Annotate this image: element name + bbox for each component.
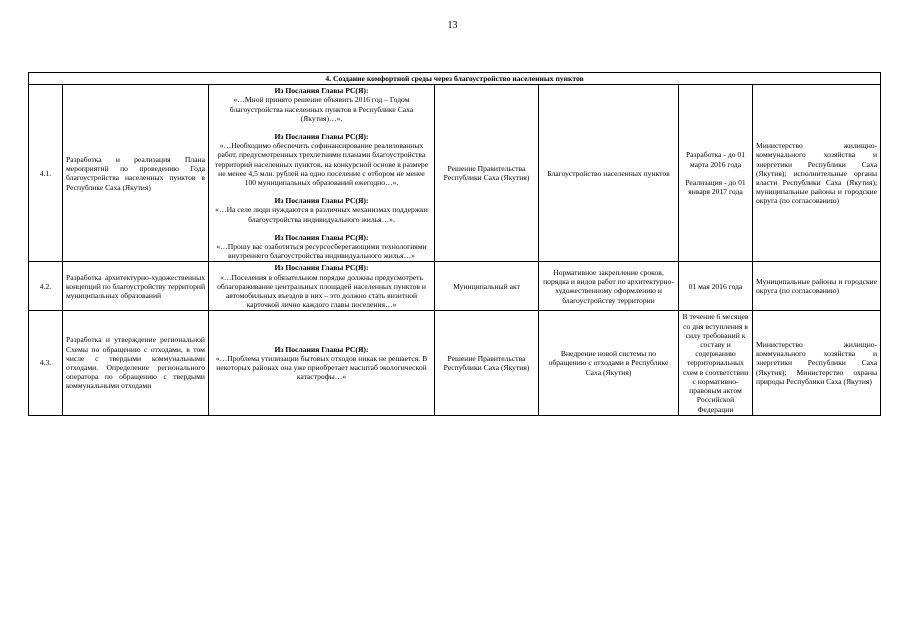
quote-text: «…Мной принято решение объявить 2016 год – Годом благоустройства населенных пунктов в Республике Саха (Якутия)…». [229, 95, 414, 123]
quote-heading: Из Послания Главы РС(Я): [274, 344, 369, 354]
quote-spacer [212, 187, 431, 196]
section-title: 4. Создание комфортной среды через благоустройство населенных пунктов [29, 73, 881, 85]
message-quotes-cell [209, 311, 435, 415]
quote-heading: Из Послания Главы РС(Я): [274, 263, 369, 273]
document-type-cell: Решение Правительства Республики Саха (Якутия) [435, 311, 539, 415]
responsible-cell: Министерство жилищно-коммунального хозяйства и энергетики Республики Саха (Якутия); исполнительные органы власти Республики Саха (Якутия); муниципальные районы и городские округа (по согласованию) [753, 85, 881, 262]
expected-result-cell: Внедрение новой системы по обращению с отходами в Республике Саха (Якутия) [539, 311, 679, 415]
row-number: 4.1. [29, 85, 63, 262]
message-quotes-cell [209, 85, 435, 262]
document-type-cell: Решение Правительства Республики Саха (Якутия) [435, 85, 539, 262]
table-row [29, 85, 881, 262]
row-number: 4.3. [29, 311, 63, 415]
quote-text: «…Необходимо обеспечить софинансирование реализованных работ, предусмотренных трехлетними планами благоустройства территорий населенных пунктов, на конкурсной основе в размере не менее 4,5 млн. рублей на одно поселение с отбором не менее 100 муниципальных образований ежегодно…». [214, 141, 429, 188]
activity-cell: Разработка и утверждение региональной Схемы по обращению с отходами, в том числе с твердыми коммунальными отходами. Определение регионального оператора по обращению с твердыми коммунальными отходами [63, 311, 209, 415]
row-number: 4.2. [29, 262, 63, 311]
quote-heading: Из Послания Главы РС(Я): [274, 86, 369, 96]
activity-cell: Разработка и реализация Плана мероприятий по проведению Года благоустройства населенных пунктов в Республике Саха (Якутия) [63, 85, 209, 262]
quote-text: «…Прошу вас озаботиться ресурсосберегающими технологиями внутреннего благоустройства индивидуального жилья…» [216, 242, 427, 261]
quote-text: «…Проблема утилизации бытовых отходов никак не решается. В некоторых районах она уже приобретает масштаб экологической катастрофы…» [215, 353, 428, 382]
expected-result-cell: Благоустройство населенных пунктов [539, 85, 679, 262]
quote-text: «…На селе люди нуждаются в различных механизмах поддержки благоустройства индивидуального жилья…». [215, 205, 428, 224]
quote-heading: Из Послания Главы РС(Я): [274, 232, 369, 242]
table-row [29, 311, 881, 415]
page-number: 13 [447, 20, 458, 31]
message-quotes-cell [209, 262, 435, 311]
quote-spacer [212, 123, 431, 132]
responsible-cell: Министерство жилищно-коммунального хозяйства и энергетики Республики Саха (Якутия); Министерство охраны природы Республики Саха (Якутия) [753, 311, 881, 415]
activity-cell: Разработка архитектурно-художественных концепций по благоустройству территорий муниципальных образований [63, 262, 209, 311]
expected-result-cell: Нормативное закрепление сроков, порядка и видов работ по архитектурно-художественному оформлению и благоустройству территории [539, 262, 679, 311]
document-type-cell: Муниципальный акт [435, 262, 539, 311]
deadline-cell: Разработка - до 01 марта 2016 года Реализация - до 01 января 2017 года [679, 85, 753, 262]
deadline-cell: 01 мая 2016 года [679, 262, 753, 311]
quote-text: «…Поселения в обязательном порядке должны предусмотреть облагораживание центральных площадей населенных пунктов и автомобильных въездов в них – это должно стать визитной карточкой лично каждого главы поселения…» [217, 272, 426, 310]
responsible-cell: Муниципальные районы и городские округа (по согласованию) [753, 262, 881, 311]
quote-heading: Из Послания Главы РС(Я): [274, 196, 369, 206]
measures-table [28, 72, 881, 416]
section-header-row [29, 73, 881, 85]
quote-spacer [212, 224, 431, 233]
deadline-cell: В течение 6 месяцев со дня вступления в силу требований к составу и содержанию территориальных схем в соответствии с нормативно-правовым актом Российской Федерации [679, 311, 753, 415]
quote-heading: Из Послания Главы РС(Я): [274, 132, 369, 142]
table-row [29, 262, 881, 311]
